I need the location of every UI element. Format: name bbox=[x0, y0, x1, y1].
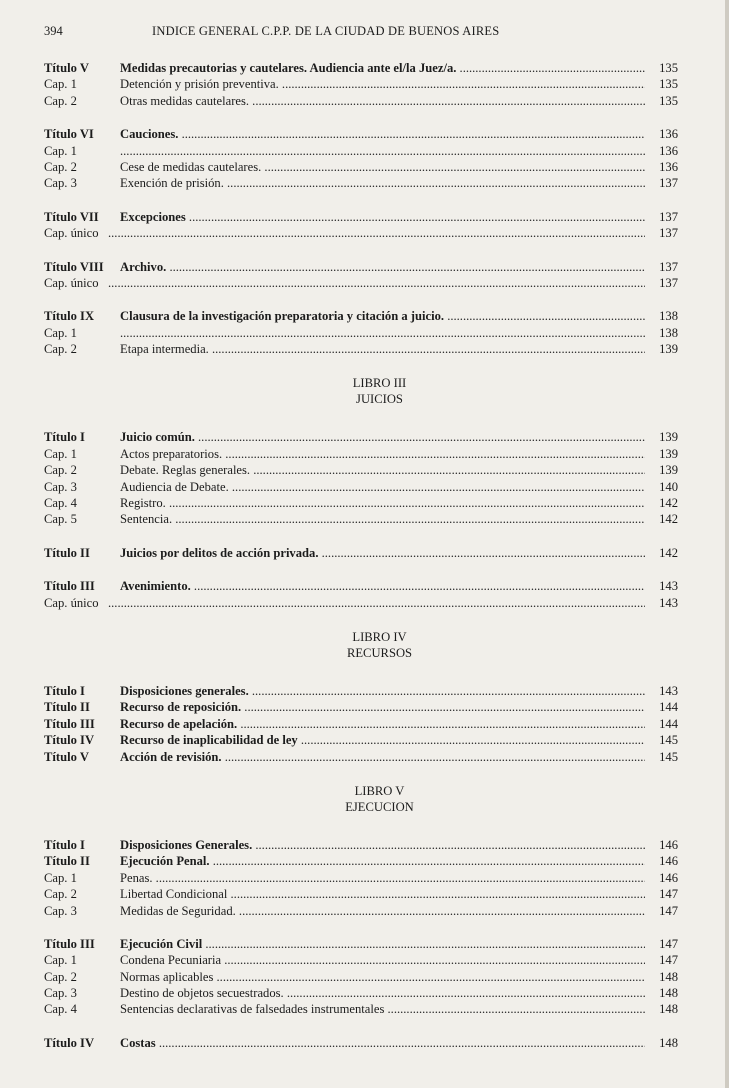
entry-leader bbox=[120, 699, 645, 715]
entry-label: Cap. 1 bbox=[44, 325, 77, 340]
entry-title: Disposiciones Generales. bbox=[120, 837, 253, 852]
entry-page-number: 144 bbox=[659, 700, 678, 715]
toc-section bbox=[0, 126, 729, 192]
toc-entry bbox=[0, 969, 729, 985]
entry-label: Título VII bbox=[44, 209, 99, 224]
toc-entry bbox=[0, 325, 729, 341]
entry-leader bbox=[120, 545, 645, 561]
entry-label: Cap. 2 bbox=[44, 93, 77, 108]
entry-label: Cap. 3 bbox=[44, 479, 77, 494]
entry-page-number: 138 bbox=[659, 325, 678, 340]
entry-leader bbox=[120, 143, 645, 159]
entry-label: Cap. único bbox=[44, 595, 99, 610]
entry-title: Recurso de apelación. bbox=[120, 716, 238, 731]
toc-section bbox=[0, 837, 729, 919]
toc-entry bbox=[0, 886, 729, 902]
entry-page-number: 146 bbox=[659, 870, 678, 885]
entry-label: Cap. 2 bbox=[44, 159, 77, 174]
entry-label: Cap. único bbox=[44, 226, 99, 241]
entry-label: Cap. 3 bbox=[44, 903, 77, 918]
entry-title: Avenimiento. bbox=[120, 579, 191, 594]
entry-label: Cap. 1 bbox=[44, 953, 77, 968]
entry-label: Cap. 4 bbox=[44, 496, 77, 511]
toc-entry bbox=[0, 545, 729, 561]
entry-page-number: 144 bbox=[659, 716, 678, 731]
entry-leader bbox=[120, 683, 645, 699]
toc-section bbox=[0, 578, 729, 611]
entry-leader bbox=[120, 60, 645, 76]
entry-page-number: 148 bbox=[659, 1035, 678, 1050]
toc-entry bbox=[0, 479, 729, 495]
toc-entry bbox=[0, 511, 729, 527]
entry-page-number: 139 bbox=[659, 463, 678, 478]
toc-entry bbox=[0, 578, 729, 594]
toc-entry bbox=[0, 60, 729, 76]
entry-title: Clausura de la investigación preparatoria y citación a juicio. bbox=[120, 309, 445, 324]
entry-label: Cap. 3 bbox=[44, 176, 77, 191]
toc-entry bbox=[0, 732, 729, 748]
entry-page-number: 146 bbox=[659, 854, 678, 869]
entry-leader bbox=[120, 259, 645, 275]
entry-title: Etapa intermedia. bbox=[120, 342, 209, 357]
book-title: EJECUCION bbox=[345, 799, 414, 814]
toc-entry bbox=[0, 985, 729, 1001]
entry-page-number: 147 bbox=[659, 887, 678, 902]
entry-page-number: 137 bbox=[659, 275, 678, 290]
entry-leader bbox=[120, 325, 645, 341]
entry-leader bbox=[120, 1035, 645, 1051]
entry-page-number: 137 bbox=[659, 176, 678, 191]
entry-title: Exención de prisión. bbox=[120, 176, 224, 191]
entry-page-number: 135 bbox=[659, 61, 678, 75]
book-title: JUICIOS bbox=[356, 392, 403, 407]
entry-leader bbox=[120, 853, 645, 869]
entry-leader bbox=[120, 870, 645, 886]
entry-label: Título IV bbox=[44, 1035, 95, 1050]
entry-title: Debate. Reglas generales. bbox=[120, 463, 251, 478]
page-number: 394 bbox=[44, 24, 63, 38]
entry-leader bbox=[120, 969, 645, 985]
toc-entry bbox=[0, 209, 729, 225]
entry-page-number: 138 bbox=[659, 309, 678, 324]
entry-leader bbox=[120, 716, 645, 732]
toc-entry bbox=[0, 341, 729, 357]
entry-title: Condena Pecuniaria bbox=[120, 953, 222, 968]
entry-label: Título V bbox=[44, 749, 89, 764]
entry-leader bbox=[120, 952, 645, 968]
entry-label: Cap. 4 bbox=[44, 1002, 77, 1017]
toc-entry bbox=[0, 683, 729, 699]
entry-leader bbox=[120, 903, 645, 919]
toc-entry bbox=[0, 495, 729, 511]
table-of-contents bbox=[0, 60, 729, 1068]
entry-title: Excepciones bbox=[120, 209, 186, 224]
entry-leader bbox=[120, 93, 645, 109]
toc-section bbox=[0, 60, 729, 109]
entry-label: Título V bbox=[44, 61, 89, 75]
entry-title: Recurso de inaplicabilidad de ley bbox=[120, 733, 298, 748]
entry-label: Título III bbox=[44, 716, 95, 731]
toc-entry bbox=[0, 699, 729, 715]
toc-entry bbox=[0, 308, 729, 324]
entry-leader bbox=[120, 159, 645, 175]
entry-page-number: 143 bbox=[659, 683, 678, 698]
book-heading bbox=[0, 783, 729, 815]
entry-leader bbox=[44, 225, 645, 241]
toc-entry bbox=[0, 259, 729, 275]
toc-entry bbox=[0, 595, 729, 611]
entry-leader bbox=[120, 1001, 645, 1017]
page-edge bbox=[725, 0, 729, 1088]
entry-page-number: 136 bbox=[659, 143, 678, 158]
entry-page-number: 137 bbox=[659, 259, 678, 274]
entry-label: Cap. 1 bbox=[44, 77, 77, 92]
entry-leader bbox=[120, 308, 645, 324]
entry-page-number: 148 bbox=[659, 969, 678, 984]
entry-label: Título IX bbox=[44, 309, 95, 324]
entry-title: Otras medidas cautelares. bbox=[120, 93, 250, 108]
toc-entry bbox=[0, 159, 729, 175]
toc-entry bbox=[0, 903, 729, 919]
entry-leader bbox=[120, 578, 645, 594]
toc-section bbox=[0, 429, 729, 527]
entry-title: Medidas precautorias y cautelares. Audiencia ante el/la Juez/a. bbox=[120, 61, 457, 75]
toc-entry bbox=[0, 1035, 729, 1051]
entry-title: Acción de revisión. bbox=[120, 749, 222, 764]
entry-title: Sentencias declarativas de falsedades instrumentales bbox=[120, 1002, 385, 1017]
entry-page-number: 147 bbox=[659, 953, 678, 968]
entry-leader bbox=[44, 595, 645, 611]
toc-entry bbox=[0, 275, 729, 291]
page-header bbox=[44, 24, 684, 42]
book-heading bbox=[0, 629, 729, 661]
toc-entry bbox=[0, 462, 729, 478]
book-number: LIBRO III bbox=[352, 376, 407, 391]
entry-leader bbox=[120, 429, 645, 445]
entry-leader bbox=[120, 446, 645, 462]
entry-title: Libertad Condicional bbox=[120, 887, 228, 902]
entry-title: Audiencia de Debate. bbox=[120, 479, 229, 494]
toc-section bbox=[0, 683, 729, 765]
entry-leader bbox=[120, 511, 645, 527]
toc-entry bbox=[0, 143, 729, 159]
toc-entry bbox=[0, 225, 729, 241]
entry-page-number: 136 bbox=[659, 127, 678, 142]
toc-entry bbox=[0, 716, 729, 732]
toc-entry bbox=[0, 853, 729, 869]
entry-page-number: 139 bbox=[659, 342, 678, 357]
toc-entry bbox=[0, 936, 729, 952]
book-number: LIBRO V bbox=[354, 783, 405, 798]
entry-title: Cauciones. bbox=[120, 127, 179, 142]
toc-entry bbox=[0, 126, 729, 142]
running-title: INDICE GENERAL C.P.P. DE LA CIUDAD DE BUENOS AIRES bbox=[152, 24, 500, 38]
entry-leader bbox=[120, 76, 645, 92]
entry-page-number: 139 bbox=[659, 446, 678, 461]
entry-page-number: 143 bbox=[659, 595, 678, 610]
entry-label: Título III bbox=[44, 579, 95, 594]
entry-title: Archivo. bbox=[120, 259, 167, 274]
entry-label: Título IV bbox=[44, 733, 95, 748]
toc-entry bbox=[0, 76, 729, 92]
entry-page-number: 135 bbox=[659, 77, 678, 92]
entry-page-number: 143 bbox=[659, 579, 678, 594]
entry-page-number: 148 bbox=[659, 986, 678, 1001]
entry-label: Título III bbox=[44, 936, 95, 951]
entry-label: Título I bbox=[44, 683, 85, 698]
entry-title: Cese de medidas cautelares. bbox=[120, 159, 262, 174]
book-title: RECURSOS bbox=[346, 645, 413, 660]
entry-label: Título VI bbox=[44, 127, 94, 142]
entry-page-number: 142 bbox=[659, 512, 678, 527]
entry-page-number: 135 bbox=[659, 93, 678, 108]
entry-title: Detención y prisión preventiva. bbox=[120, 77, 279, 92]
entry-title: Disposiciones generales. bbox=[120, 683, 249, 698]
entry-label: Cap. 5 bbox=[44, 512, 77, 527]
entry-page-number: 139 bbox=[659, 430, 678, 445]
entry-label: Cap. 1 bbox=[44, 870, 77, 885]
toc-section bbox=[0, 1035, 729, 1051]
entry-leader bbox=[120, 886, 645, 902]
entry-page-number: 142 bbox=[659, 496, 678, 511]
entry-title: Juicios por delitos de acción privada. bbox=[120, 545, 319, 560]
entry-label: Cap. 3 bbox=[44, 986, 77, 1001]
entry-leader bbox=[120, 495, 645, 511]
toc-entry bbox=[0, 952, 729, 968]
entry-title: Registro. bbox=[120, 496, 166, 511]
entry-leader bbox=[120, 341, 645, 357]
toc-entry bbox=[0, 1001, 729, 1017]
entry-label: Cap. 1 bbox=[44, 446, 77, 461]
book-number: LIBRO IV bbox=[352, 629, 407, 644]
entry-label: Cap. 2 bbox=[44, 887, 77, 902]
toc-entry bbox=[0, 837, 729, 853]
entry-leader bbox=[120, 985, 645, 1001]
entry-page-number: 145 bbox=[659, 733, 678, 748]
entry-page-number: 137 bbox=[659, 226, 678, 241]
entry-leader bbox=[120, 126, 645, 142]
entry-title: Penas. bbox=[120, 870, 153, 885]
entry-page-number: 147 bbox=[659, 936, 678, 951]
entry-leader bbox=[120, 209, 645, 225]
entry-label: Título II bbox=[44, 545, 90, 560]
entry-title: Ejecución Civil bbox=[120, 936, 203, 951]
toc-section bbox=[0, 936, 729, 1018]
entry-page-number: 146 bbox=[659, 837, 678, 852]
entry-label: Título II bbox=[44, 700, 90, 715]
entry-leader bbox=[120, 462, 645, 478]
toc-section bbox=[0, 259, 729, 292]
entry-title: Recurso de reposición. bbox=[120, 700, 242, 715]
book-heading bbox=[0, 375, 729, 407]
entry-title: Juicio común. bbox=[120, 430, 195, 445]
entry-title: Sentencia. bbox=[120, 512, 173, 527]
toc-section bbox=[0, 545, 729, 561]
entry-leader bbox=[44, 275, 645, 291]
toc-entry bbox=[0, 870, 729, 886]
entry-label: Título I bbox=[44, 837, 85, 852]
entry-label: Cap. 2 bbox=[44, 463, 77, 478]
entry-leader bbox=[120, 175, 645, 191]
toc-entry bbox=[0, 429, 729, 445]
entry-label: Título VIII bbox=[44, 259, 104, 274]
toc-entry bbox=[0, 749, 729, 765]
entry-leader bbox=[120, 749, 645, 765]
toc-section bbox=[0, 209, 729, 242]
entry-title: Medidas de Seguridad. bbox=[120, 903, 236, 918]
entry-label: Título I bbox=[44, 430, 85, 445]
toc-section bbox=[0, 308, 729, 357]
entry-title: Destino de objetos secuestrados. bbox=[120, 986, 284, 1001]
entry-leader bbox=[120, 936, 645, 952]
entry-title: Costas bbox=[120, 1035, 156, 1050]
entry-page-number: 142 bbox=[659, 545, 678, 560]
toc-entry bbox=[0, 446, 729, 462]
toc-entry bbox=[0, 175, 729, 191]
entry-label: Cap. 2 bbox=[44, 342, 77, 357]
entry-label: Cap. 1 bbox=[44, 143, 77, 158]
entry-page-number: 137 bbox=[659, 209, 678, 224]
entry-page-number: 140 bbox=[659, 479, 678, 494]
entry-label: Cap. 2 bbox=[44, 969, 77, 984]
entry-leader bbox=[120, 479, 645, 495]
entry-leader bbox=[120, 837, 645, 853]
entry-leader bbox=[120, 732, 645, 748]
entry-title: Normas aplicables bbox=[120, 969, 214, 984]
entry-label: Título II bbox=[44, 854, 90, 869]
entry-title: Actos preparatorios. bbox=[120, 446, 223, 461]
entry-page-number: 136 bbox=[659, 159, 678, 174]
toc-entry bbox=[0, 93, 729, 109]
entry-page-number: 147 bbox=[659, 903, 678, 918]
entry-title: Ejecución Penal. bbox=[120, 854, 210, 869]
entry-page-number: 145 bbox=[659, 749, 678, 764]
entry-page-number: 148 bbox=[659, 1002, 678, 1017]
entry-label: Cap. único bbox=[44, 275, 99, 290]
